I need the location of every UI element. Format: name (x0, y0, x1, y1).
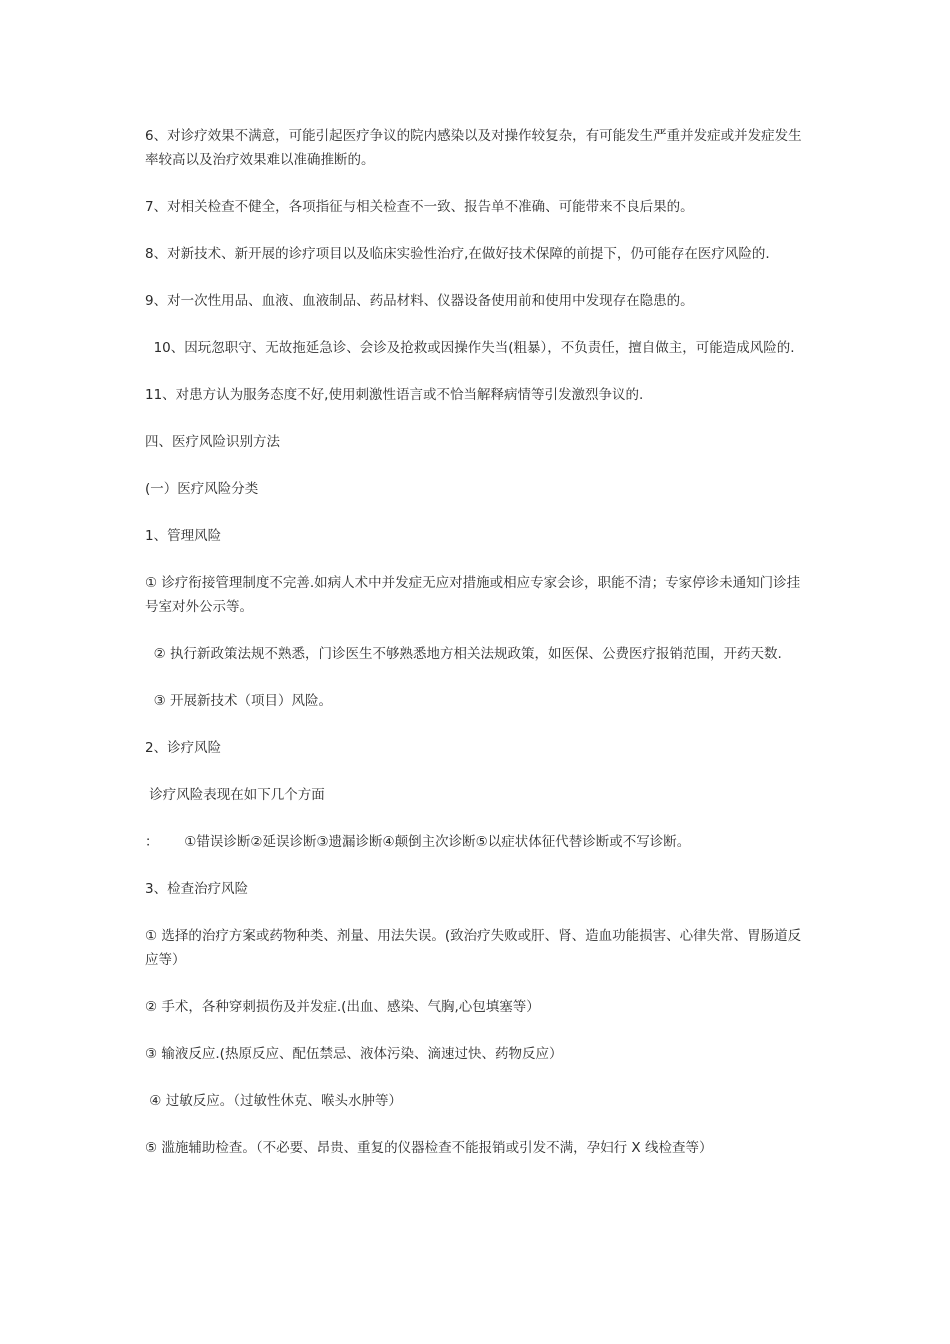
heading-treatment-risk: 3、检查治疗风险 (145, 881, 249, 897)
management-risk-item-2: ② 执行新政策法规不熟悉，门诊医生不够熟悉地方相关法规政策，如医保、公费医疗报销范围，开药天数. (145, 646, 782, 662)
section-heading-risk-identification: 四、医疗风险识别方法 (145, 434, 280, 450)
paragraph-item-9: 9、对一次性用品、血液、血液制品、药品材料、仪器设备使用前和使用中发现存在隐患的。 (145, 293, 694, 309)
diagnosis-risk-intro: 诊疗风险表现在如下几个方面 (145, 787, 325, 803)
management-risk-item-3: ③ 开展新技术（项目）风险。 (145, 693, 332, 709)
paragraph-item-6: 6、对诊疗效果不满意，可能引起医疗争议的院内感染以及对操作较复杂，有可能发生严重并发症或并发症发生率较高以及治疗效果难以准确推断的。 (145, 128, 802, 168)
treatment-risk-item-5: ⑤ 滥施辅助检查。（不必要、昂贵、重复的仪器检查不能报销或引发不满，孕妇行 X 线检查等） (145, 1140, 713, 1156)
treatment-risk-item-4: ④ 过敏反应。（过敏性休克、喉头水肿等） (145, 1093, 402, 1109)
treatment-risk-item-2: ② 手术，各种穿刺损伤及并发症.(出血、感染、气胸,心包填塞等） (145, 999, 540, 1015)
subsection-heading-risk-classification: (一）医疗风险分类 (145, 481, 259, 497)
paragraph-item-8: 8、对新技术、新开展的诊疗项目以及临床实验性治疗,在做好技术保障的前提下，仍可能存在医疗风险的. (145, 246, 770, 262)
document-body (145, 124, 810, 1183)
management-risk-item-1: ① 诊疗衔接管理制度不完善.如病人术中并发症无应对措施或相应专家会诊，职能不清；专家停诊未通知门诊挂号室对外公示等。 (145, 575, 801, 615)
paragraph-item-10: 10、因玩忽职守、无故拖延急诊、会诊及抢救或因操作失当(粗暴），不负责任，擅自做主，可能造成风险的. (145, 340, 795, 356)
diagnosis-risk-list: ： ①错误诊断②延误诊断③遗漏诊断④颠倒主次诊断⑤以症状体征代替诊断或不写诊断。 (145, 834, 691, 850)
heading-management-risk: 1、管理风险 (145, 528, 222, 544)
paragraph-item-7: 7、对相关检查不健全，各项指征与相关检查不一致、报告单不准确、可能带来不良后果的。 (145, 199, 694, 215)
paragraph-item-11: 11、对患方认为服务态度不好,使用刺激性语言或不恰当解释病情等引发激烈争议的. (145, 387, 644, 403)
treatment-risk-item-3: ③ 输液反应.(热原反应、配伍禁忌、液体污染、滴速过快、药物反应） (145, 1046, 563, 1062)
treatment-risk-item-1: ① 选择的治疗方案或药物种类、剂量、用法失误。(致治疗失败或肝、肾、造血功能损害、心律失常、胃肠道反应等） (145, 928, 802, 968)
heading-diagnosis-risk: 2、诊疗风险 (145, 740, 222, 756)
